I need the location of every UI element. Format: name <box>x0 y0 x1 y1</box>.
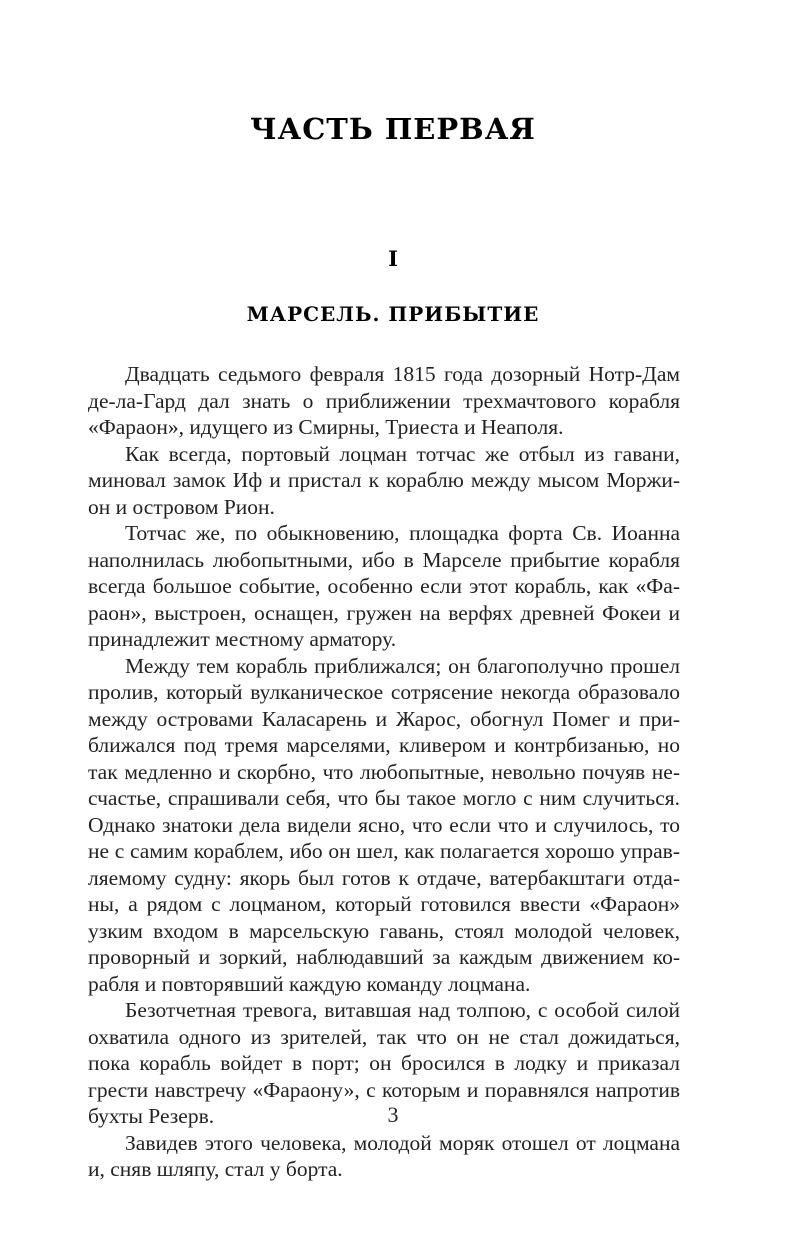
text-line: счастье, спрашивали себя, что бы такое могло с ним случиться. <box>88 786 680 810</box>
text-line: раон», выстроен, оснащен, гружен на верфях древней Фокеи и <box>88 600 680 625</box>
chapter-number: I <box>388 246 398 271</box>
text-line: принадлежит местному арматору. <box>88 627 397 651</box>
text-line: Двадцать седьмого февраля 1815 года дозорный Нотр-Дам <box>125 362 680 386</box>
text-line: Между тем корабль приближался; он благополучно прошел <box>125 653 680 678</box>
text-line: де-ла-Гард дал знать о приближении трехмачтового корабля <box>88 388 680 413</box>
body-text <box>88 361 680 1183</box>
text-line: Однако знатоки дела видели ясно, что если что и случилось, то <box>88 812 680 837</box>
paragraph <box>88 1130 680 1183</box>
text-line: охватила одного из зрителей, так что он не стал дожидаться, <box>88 1024 680 1049</box>
text-line: так медленно и скорбно, что любопытные, невольно почуяв не- <box>88 759 680 784</box>
text-line: Тотчас же, по обыкновению, площадка форта Св. Иоанна <box>125 521 680 545</box>
text-line: Как всегда, портовый лоцман тотчас же отбыл из гавани, <box>125 441 680 466</box>
text-line: и, сняв шляпу, стал у борта. <box>88 1157 343 1181</box>
text-line: Завидев этого человека, молодой моряк отошел от лоцмана <box>125 1130 680 1155</box>
text-line: ляемому судну: якорь был готов к отдаче, ватербакштаги отда- <box>88 865 680 890</box>
text-line: грести навстречу «Фараону», с которым и поравнялся напротив <box>88 1077 680 1102</box>
paragraph <box>88 441 680 521</box>
text-line: всегда большое событие, особенно если этот корабль, как «Фа- <box>88 574 680 598</box>
text-line: пролив, который вулканическое сотрясение некогда образовало <box>88 680 680 704</box>
text-line: проворный и зоркий, наблюдавший за каждым движением ко- <box>88 945 680 969</box>
text-line: узким входом в марсельскую гавань, стоял молодой человек, <box>88 918 680 943</box>
chapter-title: МАРСЕЛЬ. ПРИБЫТИЕ <box>246 302 540 326</box>
paragraph <box>88 520 680 653</box>
text-line: рабля и повторявший каждую команду лоцмана. <box>88 971 531 996</box>
text-line: ны, а рядом с лоцманом, который готовился ввести «Фараон» <box>88 892 680 916</box>
paragraph <box>88 653 680 998</box>
text-line: не с самим кораблем, ибо он шел, как полагается хорошо управ- <box>88 839 680 863</box>
text-line: ближался под тремя марселями, кливером и контрбизанью, но <box>88 733 680 757</box>
paragraph <box>88 361 680 441</box>
page-number: 3 <box>387 1102 399 1127</box>
text-line: «Фараон», идущего из Смирны, Триеста и Неаполя. <box>88 415 564 439</box>
text-line: миновал замок Иф и пристал к кораблю между мысом Моржи- <box>88 468 680 492</box>
text-line: пока корабль войдет в порт; он бросился в лодку и приказал <box>88 1051 680 1075</box>
text-line: наполнилась любопытными, ибо в Марселе прибытие корабля <box>88 547 680 572</box>
text-line: он и островом Рион. <box>88 494 275 519</box>
text-line: между островами Каласарень и Жарос, обогнул Помег и при- <box>88 706 680 731</box>
part-title: ЧАСТЬ ПЕРВАЯ <box>250 112 536 146</box>
text-line: бухты Резерв. <box>88 1104 215 1128</box>
text-line: Безотчетная тревога, витавшая над толпою, с особой силой <box>125 998 680 1022</box>
